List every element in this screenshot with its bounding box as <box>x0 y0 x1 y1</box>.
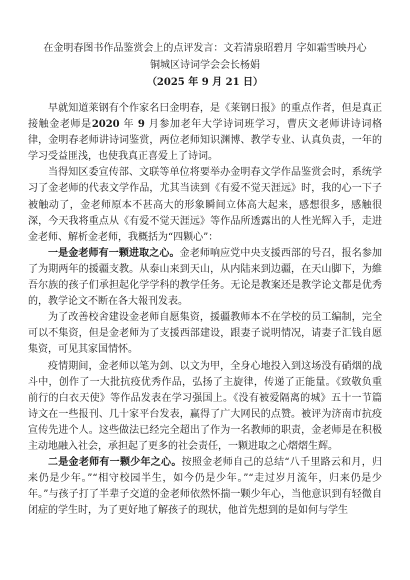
paragraph-point-one <box>28 246 382 310</box>
paragraph-intro <box>28 101 382 165</box>
paragraph-pandemic: 疫情期间，金老师以笔为剑、以文为甲，全身心地投入到这场没有硝烟的战斗中，创作了一大批抗疫优秀作品，弘扬了主旋律，传递了正能量。《致敬负重前行的白衣天使》等作品发表在学习强国上。《没有被爱隔离的城》五十一节篇诗文在一些报刊、几十家平台发表，赢得了广大网民的点赞。被评为济南市抗疫宣传先进个人。这些做法已经完全超出了作为一名教师的职责，金老师是在积极主动地融入社会，承担起了更多的社会责任，一颗进取之心熠熠生辉。 <box>28 360 382 452</box>
paragraph-intro-text-c: 月参加老年大学诗词班学习，曹庆文老师讲诗词格律，金明春老师讲诗词鉴赏，两位老师知识渊博、教学专业、认真负责，一年的学习受益匪浅，也使我真正喜爱上了诗词。 <box>28 119 383 163</box>
paragraph-fundraising: 为了改善校舍建设金老师自愿集资，援疆教师本不在学校的员工编制，完全可以不集资，但是金老师为了支援西部建设，跟妻子说明情况，请妻子汇钱自愿集资，可见其家国情怀。 <box>28 312 382 356</box>
paragraph-point-two <box>28 455 382 519</box>
paragraph-overview: 当得知区委宣传部、文联等单位将要举办金明春文学作品鉴赏会时，系统学习了金老师的代表文学作品，尤其当读到《有爱不觉天涯远》时，我的心一下子被触动了，金老师原本不甚高大的形象瞬间立体高大起来，感想很多，感触很深，今天我将重点从《有爱不觉天涯远》等作品所透露出的人性光辉入手，走进金老师、解析金老师，我概括为“四颗心”： <box>28 167 382 243</box>
paragraph-intro-text-a: 早就知道莱钢有个作家名曰金明春，是《莱钢日报》的重点作者，但是真正接触金老师是 <box>28 103 382 131</box>
document-title: 在金明春图书作品鉴赏会上的点评发言：文若清泉昭碧月 字如霜雪映丹心 <box>43 43 367 54</box>
document-date: （2025 年 9 月 21 日） <box>146 77 264 88</box>
paragraph-intro-year: 2020 <box>91 119 120 131</box>
point-two-heading: 二是金老师有一颗少年之心。 <box>48 457 182 469</box>
point-two-body: 按照金老师自己的总结“八千里路云和月，归来仍是少年。”“相守校园半生，如今仍是少年。”“走过岁月流年，归来仍是少年。”与孩子打了半辈子交道的金老师依然怀揣一颗少年心，当他意识到有轻微自闭症的学生时，为了更好地了解孩子的现状，他首先想到的是如何与学生 <box>28 457 382 517</box>
point-one-body: 金老师响应党中央支援西部的号召，报名参加了为期两年的援疆支教。从泰山来到天山，从内陆来到边疆，在天山脚下，为維吾尔族的孩子们承担起化学学科的教学任务。无论是教案还是教学论文都是优秀的，教学论文不断在各大報刊发表。 <box>28 247 382 308</box>
point-one-heading: 一是金老师有一颗进取之心。 <box>48 247 180 259</box>
document-author: 铜城区诗词学会会长杨娟 <box>150 60 260 71</box>
paragraph-intro-text-b: 年 <box>119 119 138 131</box>
document-header <box>28 40 382 91</box>
document-page <box>28 40 382 519</box>
paragraph-intro-month: 9 <box>137 119 145 131</box>
